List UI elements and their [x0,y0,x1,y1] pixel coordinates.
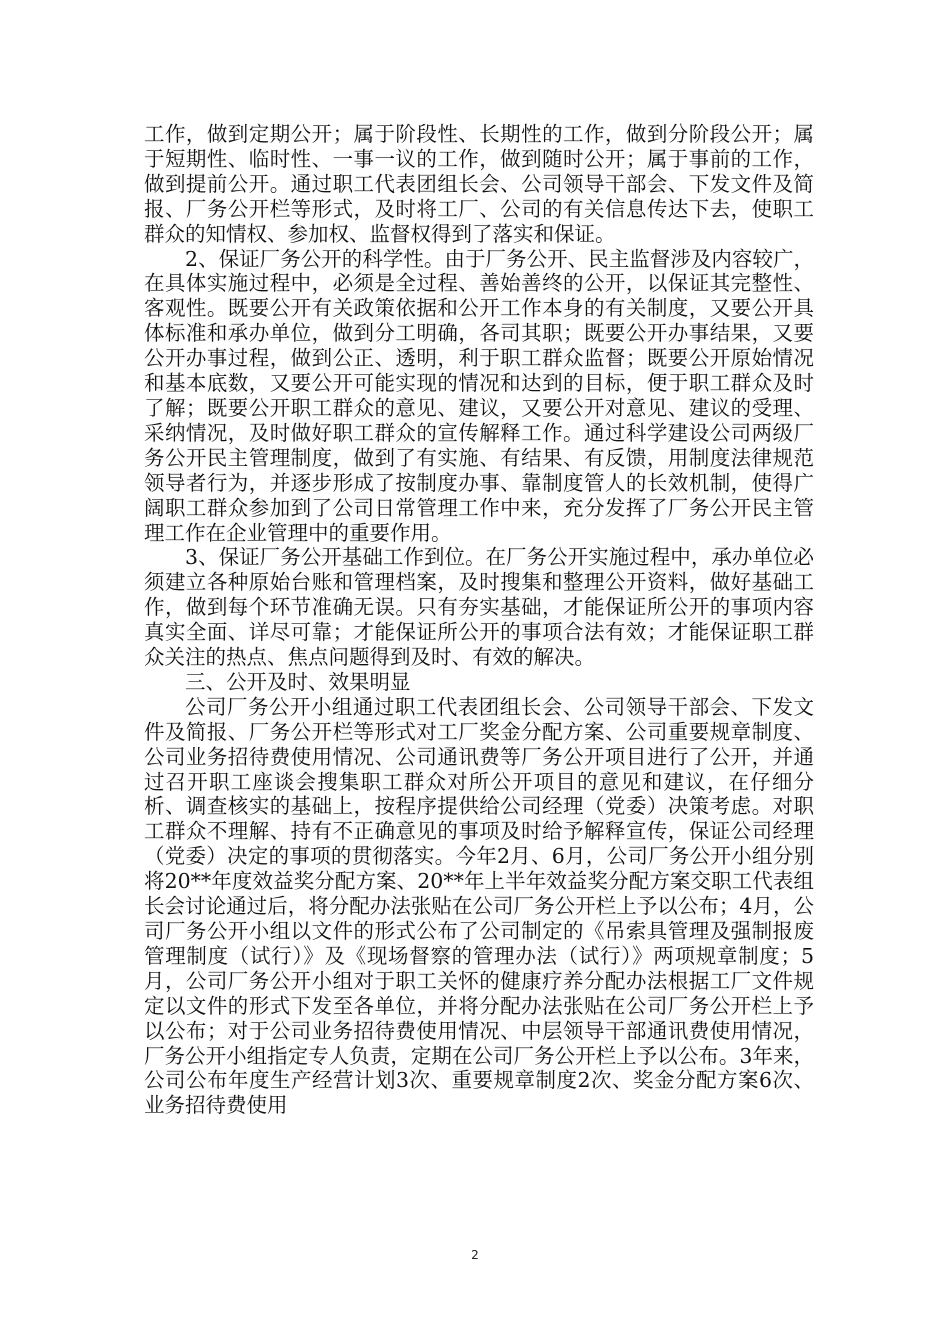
paragraph-3: 3、保证厂务公开基础工作到位。在厂务公开实施过程中，承办单位必须建立各种原始台账和管理档案，及时搜集和整理公开资料，做好基础工作，做到每个环节准确无误。只有夯实基础，才能保证所公开的事项内容真实全面、详尽可靠；才能保证所公开的事项合法有效；才能保证职工群众关注的热点、焦点问题得到及时、有效的解决。 [144,545,814,670]
paragraph-1: 工作，做到定期公开；属于阶段性、长期性的工作，做到分阶段公开；属于短期性、临时性、一事一议的工作，做到随时公开；属于事前的工作，做到提前公开。通过职工代表团组长会、公司领导干部会、下发文件及简报、厂务公开栏等形式，及时将工厂、公司的有关信息传达下去，使职工群众的知情权、参加权、监督权得到了落实和保证。 [144,122,814,246]
paragraph-4: 公司厂务公开小组通过职工代表团组长会、公司领导干部会、下发文件及简报、厂务公开栏等形式对工厂奖金分配方案、公司重要规章制度、公司业务招待费使用情况、公司通讯费等厂务公开项目进行了公开，并通过召开职工座谈会搜集职工群众对所公开项目的意见和建议，在仔细分析、调查核实的基础上，按程序提供给公司经理（党委）决策考虑。对职工群众不理解、持有不正确意见的事项及时给予解释宣传，保证公司经理（党委）决定的事项的贯彻落实。今年2月、6月，公司厂务公开小组分别将20**年度效益奖分配方案、20**年上半年效益奖分配方案交职工代表组长会讨论通过后，将分配办法张贴在公司厂务公开栏上予以公布；4月，公司厂务公开小组以文件的形式公布了公司制定的《吊索具管理及强制报废管理制度（试行）》及《现场督察的管理办法（试行）》两项规章制度；5月，公司厂务公开小组对于职工关怀的健康疗养分配办法根据工厂文件规定以文件的形式下发至各单位，并将分配办法张贴在公司厂务公开栏上予以公布；对于公司业务招待费使用情况、中层领导干部通讯费使用情况，厂务公开小组指定专人负责，定期在公司厂务公开栏上予以公布。3年来，公司公布年度生产经营计划3次、重要规章制度2次、奖金分配方案6次、业务招待费使用 [144,694,814,1118]
paragraph-2: 2、保证厂务公开的科学性。由于厂务公开、民主监督涉及内容较广，在具体实施过程中，必须是全过程、善始善终的公开，以保证其完整性、客观性。既要公开有关政策依据和公开工作本身的有关制度，又要公开具体标准和承办单位，做到分工明确，各司其职；既要公开办事结果，又要公开办事过程，做到公正、透明，利于职工群众监督；既要公开原始情况和基本底数，又要公开可能实现的情况和达到的目标，便于职工群众及时了解；既要公开职工群众的意见、建议，又要公开对意见、建议的受理、采纳情况，及时做好职工群众的宣传解释工作。通过科学建设公司两级厂务公开民主管理制度，做到了有实施、有结果、有反馈，用制度法律规范领导者行为，并逐步形成了按制度办事、靠制度管人的长效机制，使得广阔职工群众参加到了公司日常管理工作中来，充分发挥了厂务公开民主管理工作在企业管理中的重要作用。 [144,246,814,545]
page-number: 2 [471,1248,479,1262]
section-heading: 三、公开及时、效果明显 [185,669,411,694]
document-body [144,122,814,1118]
